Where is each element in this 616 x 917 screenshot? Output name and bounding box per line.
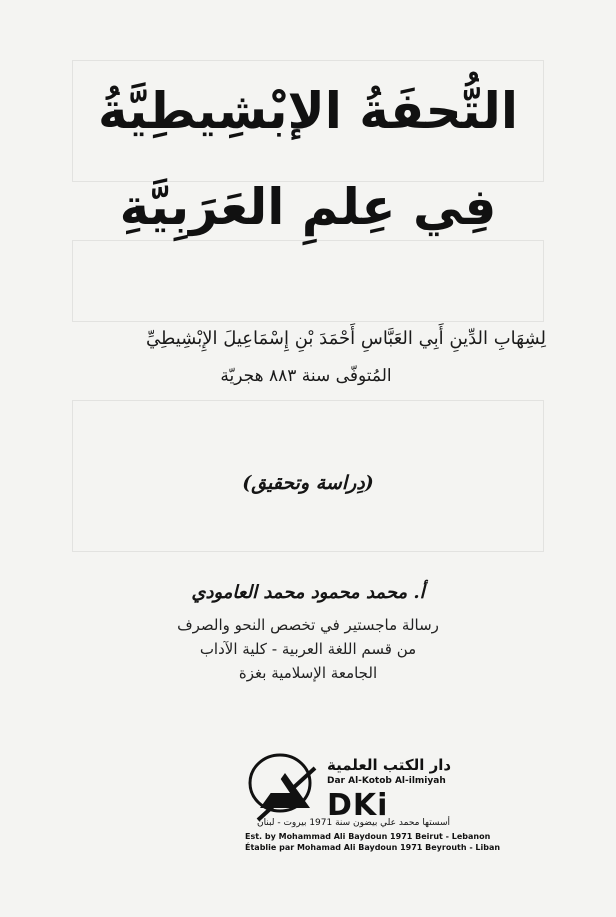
author-death-year: المُتوفّى سنة ٨٨٣ هجريّة (220, 366, 392, 386)
publisher-established-french: Établie par Mohamad Ali Baydoun 1971 Beyrouth - Liban (245, 843, 501, 852)
publisher-established-arabic: أسستها محمد علي بيضون سنة 1971 بيروت - لبنان (256, 818, 450, 828)
university-line: الجامعة الإسلامية بغزة (238, 664, 378, 682)
author-line: لِشِهَابِ الدِّينِ أَبِي العَبَّاسِ أَحْمَدَ بْنِ إِسْمَاعِيلَ الإِبْشِيطِيِّ (145, 328, 546, 349)
publisher-name-english: Dar Al-Kotob Al-ilmiyah (327, 776, 446, 786)
book-title-line-1: التُّحفَةُ الإبْشِيطِيَّةُ (98, 82, 518, 140)
publisher-name-arabic: دار الكتب العلمية (327, 756, 452, 774)
department-line: من قسم اللغة العربية - كلية الآداب (199, 640, 417, 658)
publisher-established-english: Est. by Mohammad Ali Baydoun 1971 Beirut - Lebanon (245, 832, 491, 841)
background-showthrough-box (72, 240, 544, 322)
thesis-description: رسالة ماجستير في تخصص النحو والصرف (177, 616, 439, 634)
study-label: (دِراسة وتحقيق) (242, 472, 374, 494)
publisher-abbrev: DKi (327, 788, 389, 823)
editor-name: أ. محمد محمود محمد العامودي (191, 582, 425, 603)
book-title-line-2: فِي عِلمِ العَرَبِيَّةِ (119, 178, 497, 236)
